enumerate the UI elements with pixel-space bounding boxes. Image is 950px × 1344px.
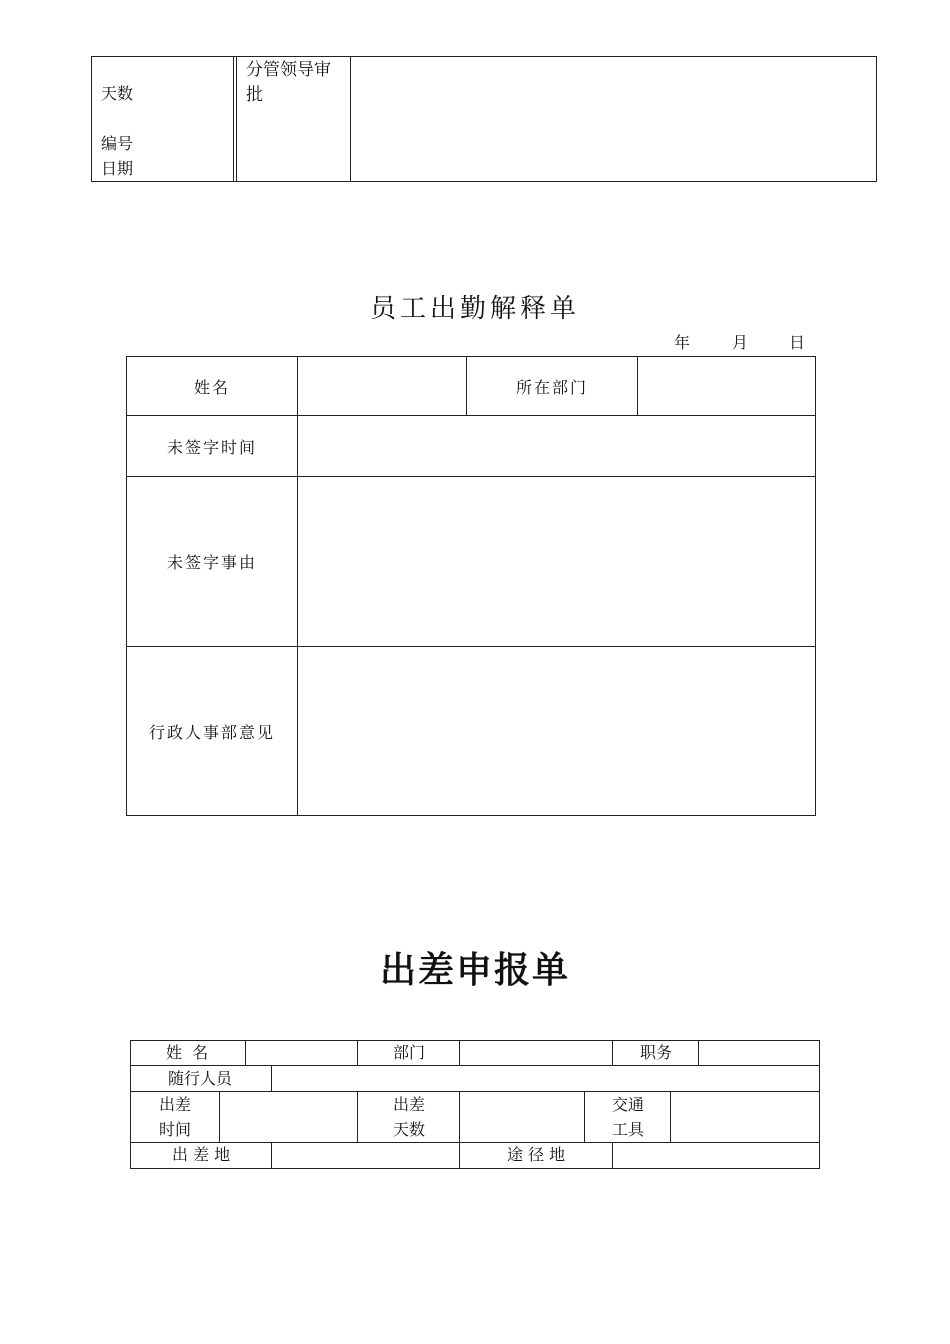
position-input[interactable] bbox=[699, 1041, 819, 1065]
approval-label: 分管领导审 bbox=[246, 60, 331, 80]
approval-input-area[interactable] bbox=[351, 57, 876, 181]
top-form-divider bbox=[236, 56, 237, 182]
unsigned-reason-label: 未签字事由 bbox=[166, 553, 257, 572]
trip-days-label-cont: 天数 bbox=[393, 1120, 426, 1139]
travel-name-label: 姓 名 bbox=[166, 1043, 209, 1062]
unsigned-time-input[interactable] bbox=[298, 416, 815, 476]
attendance-form-title: 员工出勤解释单 bbox=[369, 294, 580, 324]
transport-input[interactable] bbox=[671, 1092, 819, 1142]
route-label: 途 径 地 bbox=[507, 1145, 566, 1164]
companions-label: 随行人员 bbox=[168, 1069, 233, 1088]
trip-days-label: 出差 bbox=[393, 1095, 426, 1114]
trip-time-label-cont: 时间 bbox=[159, 1120, 192, 1139]
transport-label: 交通 bbox=[612, 1095, 645, 1114]
date-day-label: 日 bbox=[789, 333, 806, 352]
table-divider bbox=[357, 1091, 358, 1142]
table-divider bbox=[459, 1142, 460, 1169]
date-month-label: 月 bbox=[732, 333, 749, 352]
destination-input[interactable] bbox=[272, 1143, 459, 1168]
table-divider bbox=[612, 1040, 613, 1065]
department-label: 所在部门 bbox=[515, 377, 588, 397]
date-year-label: 年 bbox=[674, 333, 691, 352]
top-form-divider bbox=[233, 56, 234, 182]
trip-time-input[interactable] bbox=[220, 1092, 357, 1142]
days-label: 天数 bbox=[101, 84, 134, 103]
route-input[interactable] bbox=[613, 1143, 819, 1168]
travel-name-input[interactable] bbox=[246, 1041, 357, 1065]
companions-input[interactable] bbox=[272, 1066, 819, 1091]
table-divider bbox=[584, 1091, 585, 1142]
table-divider bbox=[357, 1040, 358, 1065]
date-label: 日期 bbox=[101, 159, 134, 178]
admin-opinion-label: 行政人事部意见 bbox=[148, 722, 275, 742]
admin-opinion-input[interactable] bbox=[298, 647, 815, 815]
number-label: 编号 bbox=[101, 134, 134, 153]
trip-days-input[interactable] bbox=[460, 1092, 584, 1142]
travel-form-title: 出差申报单 bbox=[379, 949, 570, 991]
department-input[interactable] bbox=[638, 357, 815, 415]
travel-department-label: 部门 bbox=[393, 1043, 426, 1062]
trip-time-label: 出差 bbox=[159, 1095, 192, 1114]
unsigned-reason-input[interactable] bbox=[298, 477, 815, 646]
name-label: 姓名 bbox=[193, 377, 230, 397]
name-input[interactable] bbox=[298, 357, 466, 415]
unsigned-time-label: 未签字时间 bbox=[166, 437, 257, 457]
transport-label-cont: 工具 bbox=[612, 1120, 645, 1139]
travel-department-input[interactable] bbox=[460, 1041, 612, 1065]
position-label: 职务 bbox=[640, 1043, 673, 1062]
approval-label-cont: 批 bbox=[246, 85, 263, 105]
destination-label: 出 差 地 bbox=[172, 1145, 231, 1164]
